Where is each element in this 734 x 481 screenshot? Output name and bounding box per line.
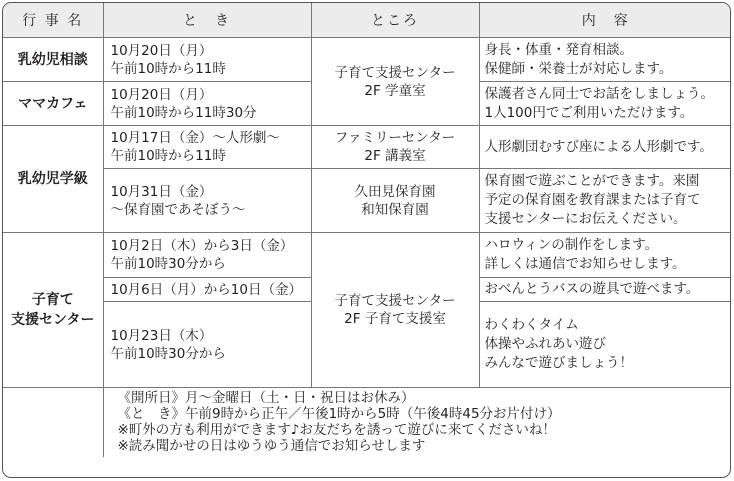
date-text: 10月17日（金）～人形劇～ xyxy=(110,130,280,146)
content-line: 人形劇団むすび座による人形劇です。 xyxy=(484,138,713,155)
note-cell xyxy=(103,388,731,458)
place-name: 和知保育園 xyxy=(361,201,429,218)
time-text: 午前10時30分から xyxy=(110,256,226,272)
content-line: 支援センターにお伝えください。 xyxy=(484,211,687,227)
event-name-line: 支援センター xyxy=(11,312,95,328)
time-text: 午前10時から11時 xyxy=(110,60,226,77)
date-cell xyxy=(103,82,311,126)
header-event: 行 事 名 xyxy=(3,3,103,38)
place-name: 子育て支援センター xyxy=(334,293,456,309)
schedule-table xyxy=(3,3,731,457)
date-cell xyxy=(103,38,311,82)
note-line: 《と き》午前9時から正午／午後1時から5時（午後4時45分お片付け） xyxy=(117,406,561,422)
event-name-line: 子育て xyxy=(31,292,74,308)
content-line: 保育園で遊ぶことができます。来園 xyxy=(484,173,700,189)
table-row xyxy=(3,233,731,278)
date-cell xyxy=(103,302,311,388)
content-cell xyxy=(479,38,731,82)
place-room: 2F 子育て支援室 xyxy=(344,311,446,327)
date-text: 10月6日（月）から10日（金） xyxy=(110,281,302,298)
content-line: おべんとうバスの遊具で遊べます。 xyxy=(484,281,700,297)
place-room: 2F 講義室 xyxy=(364,148,426,164)
date-text: 10月20日（月） xyxy=(110,42,213,59)
date-text: 10月23日（木） xyxy=(110,327,213,344)
table-row xyxy=(3,169,731,233)
place-room: 2F 学童室 xyxy=(364,82,426,99)
date-cell xyxy=(103,169,311,233)
place-name: 子育て支援センター xyxy=(334,64,456,81)
event-name xyxy=(3,233,103,388)
content-cell xyxy=(479,302,731,388)
event-name: 乳幼児学級 xyxy=(3,126,103,233)
place-cell xyxy=(311,169,479,233)
header-when: と き xyxy=(103,3,311,38)
place-cell xyxy=(311,126,479,169)
content-line: 1人100円でご利用いただけます。 xyxy=(484,104,694,121)
date-cell xyxy=(103,278,311,302)
header-where: ところ xyxy=(311,3,479,38)
date-text: 10月20日（月） xyxy=(110,86,213,103)
content-line: わくわくタイム xyxy=(484,317,579,333)
table-row xyxy=(3,38,731,82)
event-name: ママカフェ xyxy=(3,82,103,126)
note-line: 《開所日》月～金曜日（土・日・祝日はお休み） xyxy=(117,390,415,406)
header-row xyxy=(3,3,731,38)
content-line: ハロウィンの制作をします。 xyxy=(484,237,659,253)
content-cell xyxy=(479,278,731,302)
content-line: 身長・体重・発育相談。 xyxy=(484,41,633,58)
place-name: 久田見保育園 xyxy=(354,183,436,200)
time-text: 午前10時から11時 xyxy=(110,148,226,164)
content-line: 予定の保育園を教育課または子育て xyxy=(484,192,701,208)
place-name: ファミリーセンター xyxy=(334,130,456,146)
table-row xyxy=(3,126,731,169)
date-cell xyxy=(103,126,311,169)
place-cell xyxy=(311,38,479,126)
note-line: ※読み聞かせの日はゆうゆう通信でお知らせします xyxy=(117,438,426,454)
content-cell xyxy=(479,126,731,169)
note-line: ※町外の方も利用ができます♪お友だちを誘って遊びに来てくださいね！ xyxy=(117,422,556,438)
schedule-table-frame xyxy=(2,2,731,478)
note-row xyxy=(3,388,731,458)
place-cell xyxy=(311,233,479,388)
date-text: 10月2日（木）から3日（金） xyxy=(110,238,294,254)
time-text: 午前10時30分から xyxy=(110,345,226,362)
content-line: みんなで遊びましょう！ xyxy=(484,355,633,371)
content-line: 保護者さん同士でお話をしましょう。 xyxy=(484,85,714,102)
content-line: 体操やふれあい遊び xyxy=(484,336,606,352)
content-cell xyxy=(479,233,731,278)
event-name: 乳幼児相談 xyxy=(3,38,103,82)
header-content: 内 容 xyxy=(479,3,731,38)
content-cell xyxy=(479,169,731,233)
note-spacer xyxy=(3,388,103,458)
content-line: 詳しくは通信でお知らせします。 xyxy=(484,256,686,272)
subtitle-text: ～保育園であそぼう～ xyxy=(110,201,246,218)
time-text: 午前10時から11時30分 xyxy=(110,104,257,121)
content-line: 保健師・栄養士が対応します。 xyxy=(484,60,673,77)
date-text: 10月31日（金） xyxy=(110,183,213,200)
content-cell xyxy=(479,82,731,126)
date-cell xyxy=(103,233,311,278)
